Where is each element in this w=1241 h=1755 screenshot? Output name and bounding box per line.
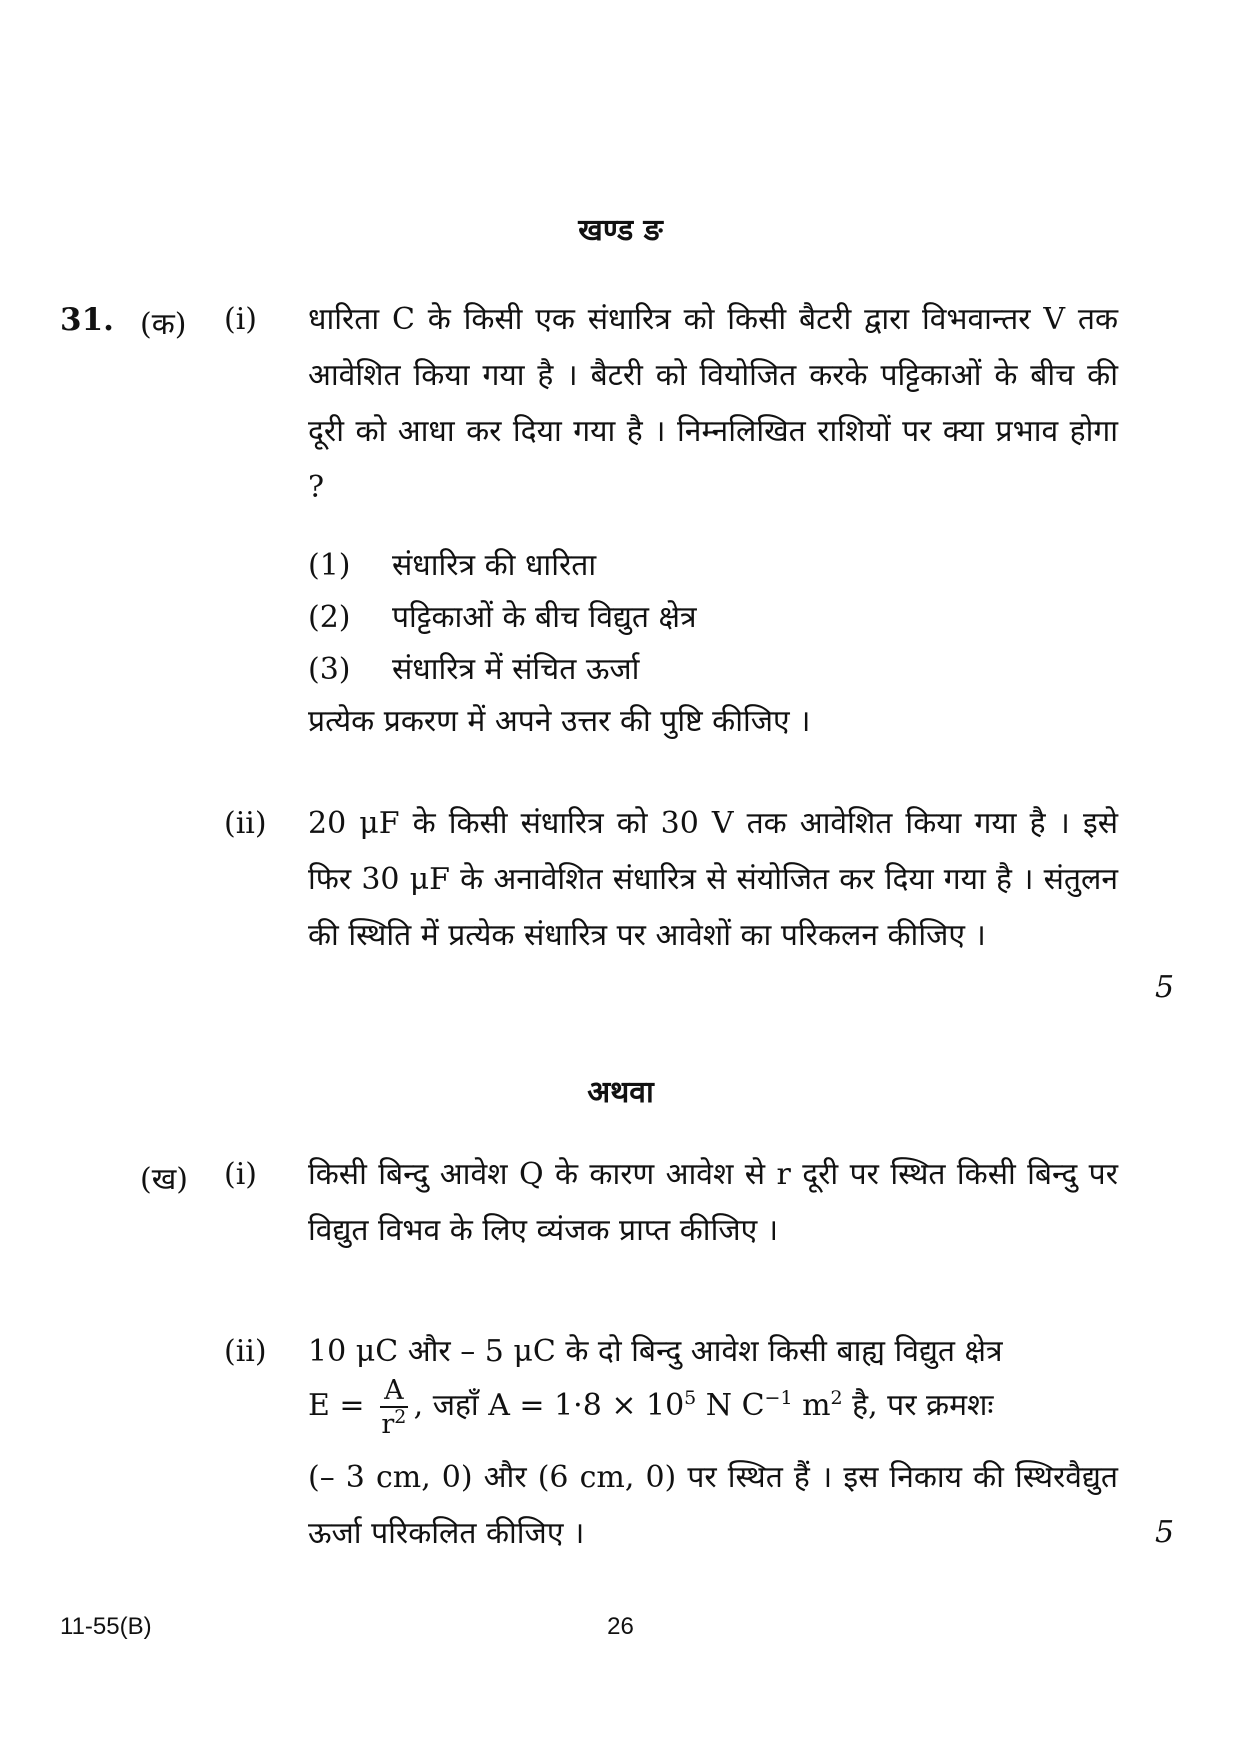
part-b-marks: 5 (1155, 1515, 1175, 1550)
list-item-text: संधारित्र की धारिता (392, 548, 597, 583)
part-b-ii-label: (ii) (224, 1334, 267, 1369)
exponent-neg1: −1 (764, 1387, 793, 1409)
part-a-marks: 5 (1155, 970, 1175, 1005)
list-item (308, 540, 1118, 592)
part-b-ii-equation-line (308, 1372, 1118, 1440)
part-a-ii-label: (ii) (224, 806, 267, 841)
or-separator: अथवा (587, 1075, 654, 1110)
part-b-ii-text-rest: (– 3 cm, 0) और (6 cm, 0) पर स्थित हैं । इस निकाय की स्थिरवैद्युत ऊर्जा परिकलित कीजिए । (308, 1460, 1118, 1551)
part-b-label: (ख) (140, 1162, 188, 1197)
section-title: खण्ड ङ (578, 213, 663, 248)
list-item-number: (2) (308, 600, 351, 635)
fraction-denominator (380, 1405, 408, 1440)
unit-m: m (792, 1388, 831, 1423)
part-b-ii-line1: 10 μC और – 5 μC के दो बिन्दु आवेश किसी बाह्य विद्युत क्षेत्र (308, 1334, 1003, 1369)
footer-code: 11-55(B) (60, 1613, 152, 1640)
equation-tail: है, पर क्रमशः (842, 1388, 994, 1423)
unit-n-c: N C (696, 1388, 765, 1423)
part-a-label: (क) (140, 307, 187, 342)
list-item-text: पट्टिकाओं के बीच विद्युत क्षेत्र (392, 600, 697, 635)
fraction-numerator: A (380, 1377, 408, 1408)
part-b-i-label: (i) (224, 1157, 258, 1192)
exponent-2: 2 (830, 1387, 843, 1409)
list-item-text: संधारित्र में संचित ऊर्जा (392, 652, 640, 687)
part-a-i-list (308, 540, 1118, 748)
denominator-exponent: 2 (394, 1405, 407, 1428)
list-item-number: (3) (308, 652, 351, 687)
list-item (308, 592, 1118, 644)
fraction-a-over-r-squared (380, 1374, 408, 1440)
list-item (308, 644, 1118, 696)
equation-middle: , जहाँ A = 1·8 × 10 (413, 1388, 685, 1423)
part-a-i-label: (i) (224, 302, 258, 337)
footer-page-number: 26 (607, 1613, 634, 1640)
part-a-i-text: धारिता C के किसी एक संधारित्र को किसी बैटरी द्वारा विभवान्तर V तक आवेशित किया गया है । बैटरी को वियोजित करके पट्टिकाओं के बीच की दूरी को आधा कर दिया गया है । निम्नलिखित राशियों पर क्या प्रभाव होगा ? (308, 302, 1118, 505)
part-a-ii-text: 20 μF के किसी संधारित्र को 30 V तक आवेशित किया गया है । इसे फिर 30 μF के अनावेशित संधारित्र से संयोजित कर दिया गया है । संतुलन की स्थिति में प्रत्येक संधारित्र पर आवेशों का परिकलन कीजिए । (308, 806, 1118, 953)
part-a-i-closing: प्रत्येक प्रकरण में अपने उत्तर की पुष्टि कीजिए । (308, 704, 811, 739)
exponent-5: 5 (684, 1387, 697, 1409)
equation-lhs: E = (308, 1388, 365, 1423)
list-item-number: (1) (308, 548, 351, 583)
part-b-i-text: किसी बिन्दु आवेश Q के कारण आवेश से r दूरी पर स्थित किसी बिन्दु पर विद्युत विभव के लिए व्यंजक प्राप्त कीजिए । (308, 1157, 1118, 1248)
question-number: 31. (60, 302, 114, 338)
denominator-base: r (381, 1408, 395, 1440)
